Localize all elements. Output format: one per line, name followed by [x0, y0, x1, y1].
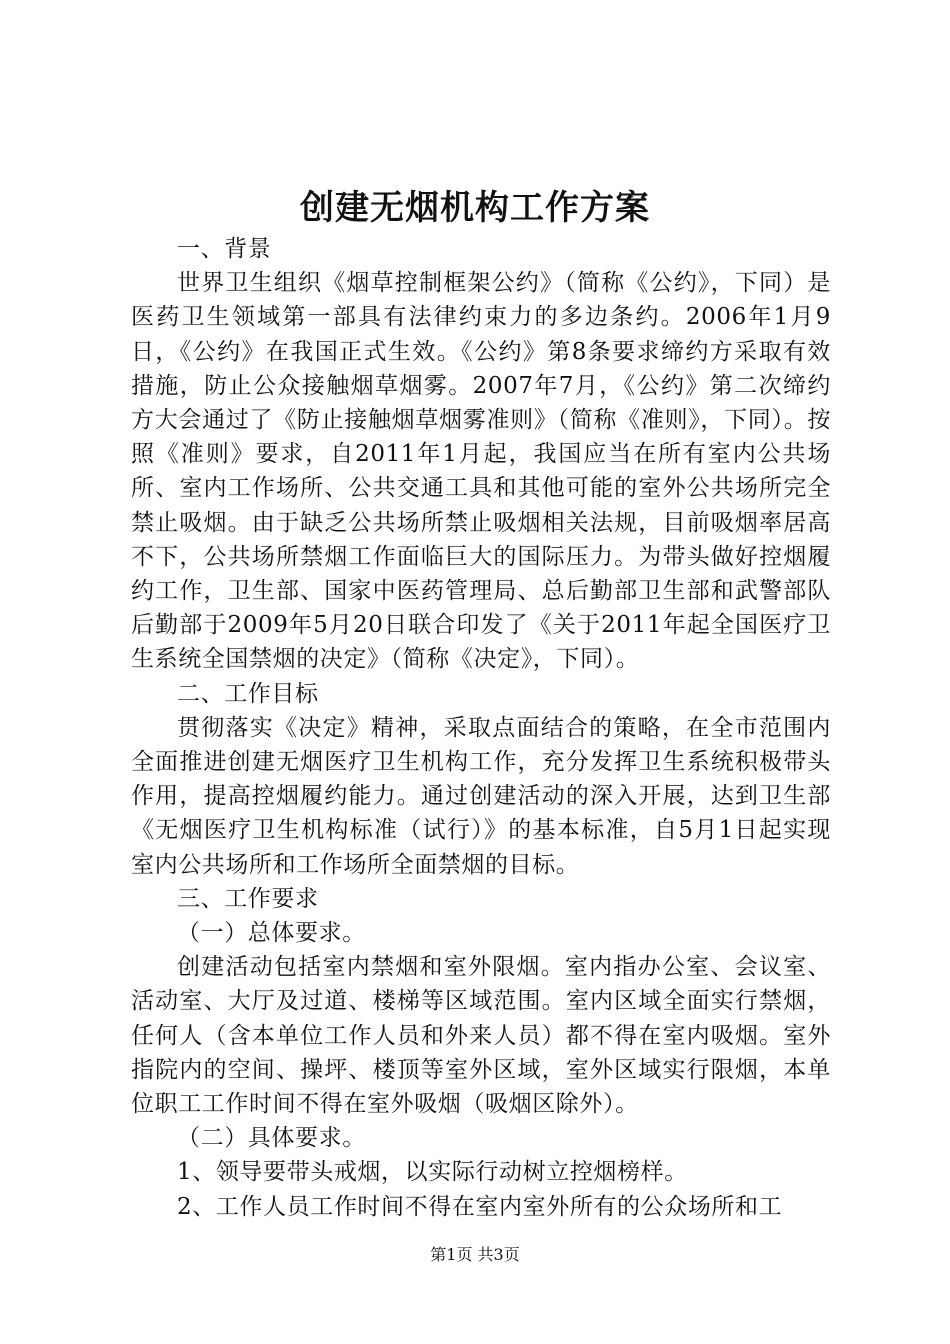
- document-title: 创建无烟机构工作方案: [300, 188, 650, 228]
- document-body: [131, 232, 831, 1224]
- section-heading-requirements: 三、工作要求: [177, 885, 319, 912]
- page-footer: 第1页 共3页: [430, 1245, 520, 1264]
- list-item-requirement-2: 2、工作人员工作时间不得在室内室外所有的公众场所和工: [177, 1193, 783, 1220]
- paragraph-background: 世界卫生组织《烟草控制框架公约》（简称《公约》，下同）是医药卫生领域第一部具有法律约束力的多边条约。2006年1月9日，《公约》在我国正式生效。《公约》第8条要求缔约方采取有效措施，防止公众接触烟草烟雾。2007年7月，《公约》第二次缔约方大会通过了《防止接触烟草烟雾准则》（简称《准则》，下同）。按照《准则》要求，自2011年1月起，我国应当在所有室内公共场所、室内工作场所、公共交通工具和其他可能的室外公共场所完全禁止吸烟。由于缺乏公共场所禁止吸烟相关法规，目前吸烟率居高不下，公共场所禁烟工作面临巨大的国际压力。为带头做好控烟履约工作，卫生部、国家中医药管理局、总后勤部卫生部和武警部队后勤部于2009年5月20日联合印发了《关于2011年起全国医疗卫生系统全国禁烟的决定》（简称《决定》，下同）。: [131, 270, 831, 673]
- paragraph-general-requirements: 创建活动包括室内禁烟和室外限烟。室内指办公室、会议室、活动室、大厅及过道、楼梯等区域范围。室内区域全面实行禁烟，任何人（含本单位工作人员和外来人员）都不得在室内吸烟。室外指院内的空间、操坪、楼顶等室外区域，室外区域实行限烟，本单位职工工作时间不得在室外吸烟（吸烟区除外）。: [131, 954, 831, 1118]
- list-item-requirement-1: 1、领导要带头戒烟，以实际行动树立控烟榜样。: [177, 1159, 688, 1186]
- paragraph-goals: 贯彻落实《决定》精神，采取点面结合的策略，在全市范围内全面推进创建无烟医疗卫生机构工作，充分发挥卫生系统积极带头作用，提高控烟履约能力。通过创建活动的深入开展，达到卫生部《无烟医疗卫生机构标准（试行）》的基本标准，自5月1日起实现室内公共场所和工作场所全面禁烟的目标。: [131, 714, 831, 878]
- subheading-specific-requirements: （二）具体要求。: [177, 1125, 366, 1152]
- section-heading-background: 一、背景: [177, 236, 272, 262]
- subheading-general-requirements: （一）总体要求。: [177, 920, 366, 947]
- section-heading-goals: 二、工作目标: [177, 680, 319, 707]
